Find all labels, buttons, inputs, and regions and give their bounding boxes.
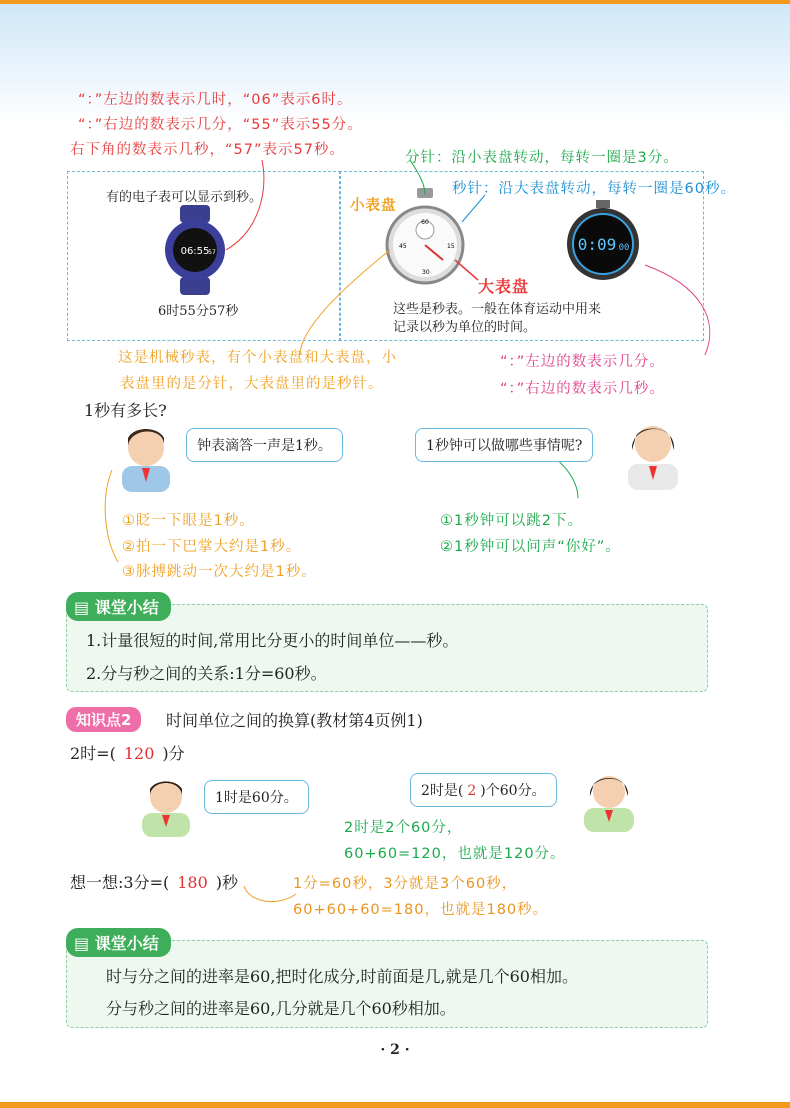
girl-bubble-2: 2时是( 2 )个60分。 — [410, 773, 557, 807]
svg-text:45: 45 — [399, 243, 407, 250]
digital-display-small: 00 — [618, 243, 630, 253]
girl-list-item-2: ②1秒钟可以问声“你好”。 — [440, 539, 621, 555]
summary-1-line-1: 1.计量很短的时间,常用比分更小的时间单位——秒。 — [86, 631, 459, 650]
boy-avatar — [118, 420, 174, 492]
orange-note-1: 1分=60秒，3分就是3个60秒， — [293, 876, 518, 892]
big-dial-label: 大表盘 — [478, 277, 530, 296]
think-question: 想一想:3分=( 180 )秒 — [70, 873, 239, 892]
small-dial-label: 小表盘 — [350, 198, 397, 214]
summary-tag-2: ▤ 课堂小结 — [66, 928, 171, 957]
digital-display: 0:09 — [577, 235, 617, 254]
girl-avatar-2 — [580, 770, 638, 832]
girl-list-item-1: ①1秒钟可以跳2下。 — [440, 513, 583, 529]
boy-bubble-2: 1时是60分。 — [204, 780, 309, 814]
boy-bubble: 钟表滴答一声是1秒。 — [186, 428, 343, 462]
summary-2-line-1: 时与分之间的进率是60,把时化成分,时前面是几,就是几个60相加。 — [106, 967, 578, 986]
watch-caption-top: 有的电子表可以显示到秒。 — [106, 190, 263, 205]
summary-2-line-2: 分与秒之间的进率是60,几分就是几个60秒相加。 — [106, 999, 456, 1018]
girl-avatar — [624, 414, 682, 490]
note-hour: “：”左边的数表示几时，“06”表示6时。 — [78, 92, 353, 108]
example-answer: 120 — [123, 744, 155, 763]
girl-bubble: 1秒钟可以做哪些事情呢? — [415, 428, 593, 462]
svg-text:30: 30 — [422, 269, 430, 276]
summary-tag-1: ▤ 课堂小结 — [66, 592, 171, 621]
green-note-2: 60+60=120，也就是120分。 — [344, 846, 566, 862]
boy-list-item-3: ③脉搏跳动一次大约是1秒。 — [122, 564, 317, 580]
boy-list-item-2: ②拍一下巴掌大约是1秒。 — [122, 539, 302, 555]
mechanical-note-1: 这是机械秒表，有个小表盘和大表盘，小 — [118, 350, 397, 366]
stopwatch-caption-2: 记录以秒为单位的时间。 — [393, 320, 537, 335]
digital-note-2: “：”右边的数表示几秒。 — [500, 381, 665, 397]
note-second: 右下角的数表示几秒，“57”表示57秒。 — [70, 142, 345, 158]
watch-screen-time: 06:55 — [180, 246, 210, 257]
think-answer: 180 — [177, 873, 208, 892]
summary-icon-2: ▤ — [74, 934, 95, 953]
watch-caption-bottom: 6时55分57秒 — [158, 304, 239, 319]
knowledge-point-title: 时间单位之间的换算(教材第4页例1) — [166, 711, 423, 730]
example-question: 2时=( 120 )分 — [70, 744, 185, 763]
svg-text:60: 60 — [421, 219, 429, 226]
summary-icon: ▤ — [74, 598, 95, 617]
svg-text:15: 15 — [447, 243, 455, 250]
watch-screen-sec: 57 — [208, 249, 216, 256]
think-arrow — [240, 880, 300, 910]
question-one-second: 1秒有多长? — [84, 401, 167, 420]
stopwatch-caption-1: 这些是秒表。一般在体育运动中用来 — [393, 302, 602, 317]
summary-1-line-2: 2.分与秒之间的关系:1分=60秒。 — [86, 664, 327, 683]
boy-avatar-2 — [138, 775, 194, 837]
mechanical-note-2: 表盘里的是分针，大表盘里的是秒针。 — [120, 376, 384, 392]
note-minute: “：”右边的数表示几分，“55”表示55分。 — [78, 117, 363, 133]
boy-list-item-1: ①眨一下眼是1秒。 — [122, 513, 255, 529]
minute-hand-note: 分针：沿小表盘转动，每转一圈是3分。 — [405, 150, 679, 166]
orange-note-2: 60+60+60=180，也就是180秒。 — [293, 902, 549, 918]
green-note-1: 2时是2个60分， — [344, 820, 463, 836]
second-hand-note: 秒针：沿大表盘转动，每转一圈是60秒。 — [452, 181, 736, 197]
page-number: · 2 · — [380, 1042, 410, 1058]
knowledge-point-tag: 知识点2 — [66, 707, 141, 732]
bottom-border — [0, 1102, 790, 1108]
digital-note-1: “：”左边的数表示几分。 — [500, 354, 665, 370]
